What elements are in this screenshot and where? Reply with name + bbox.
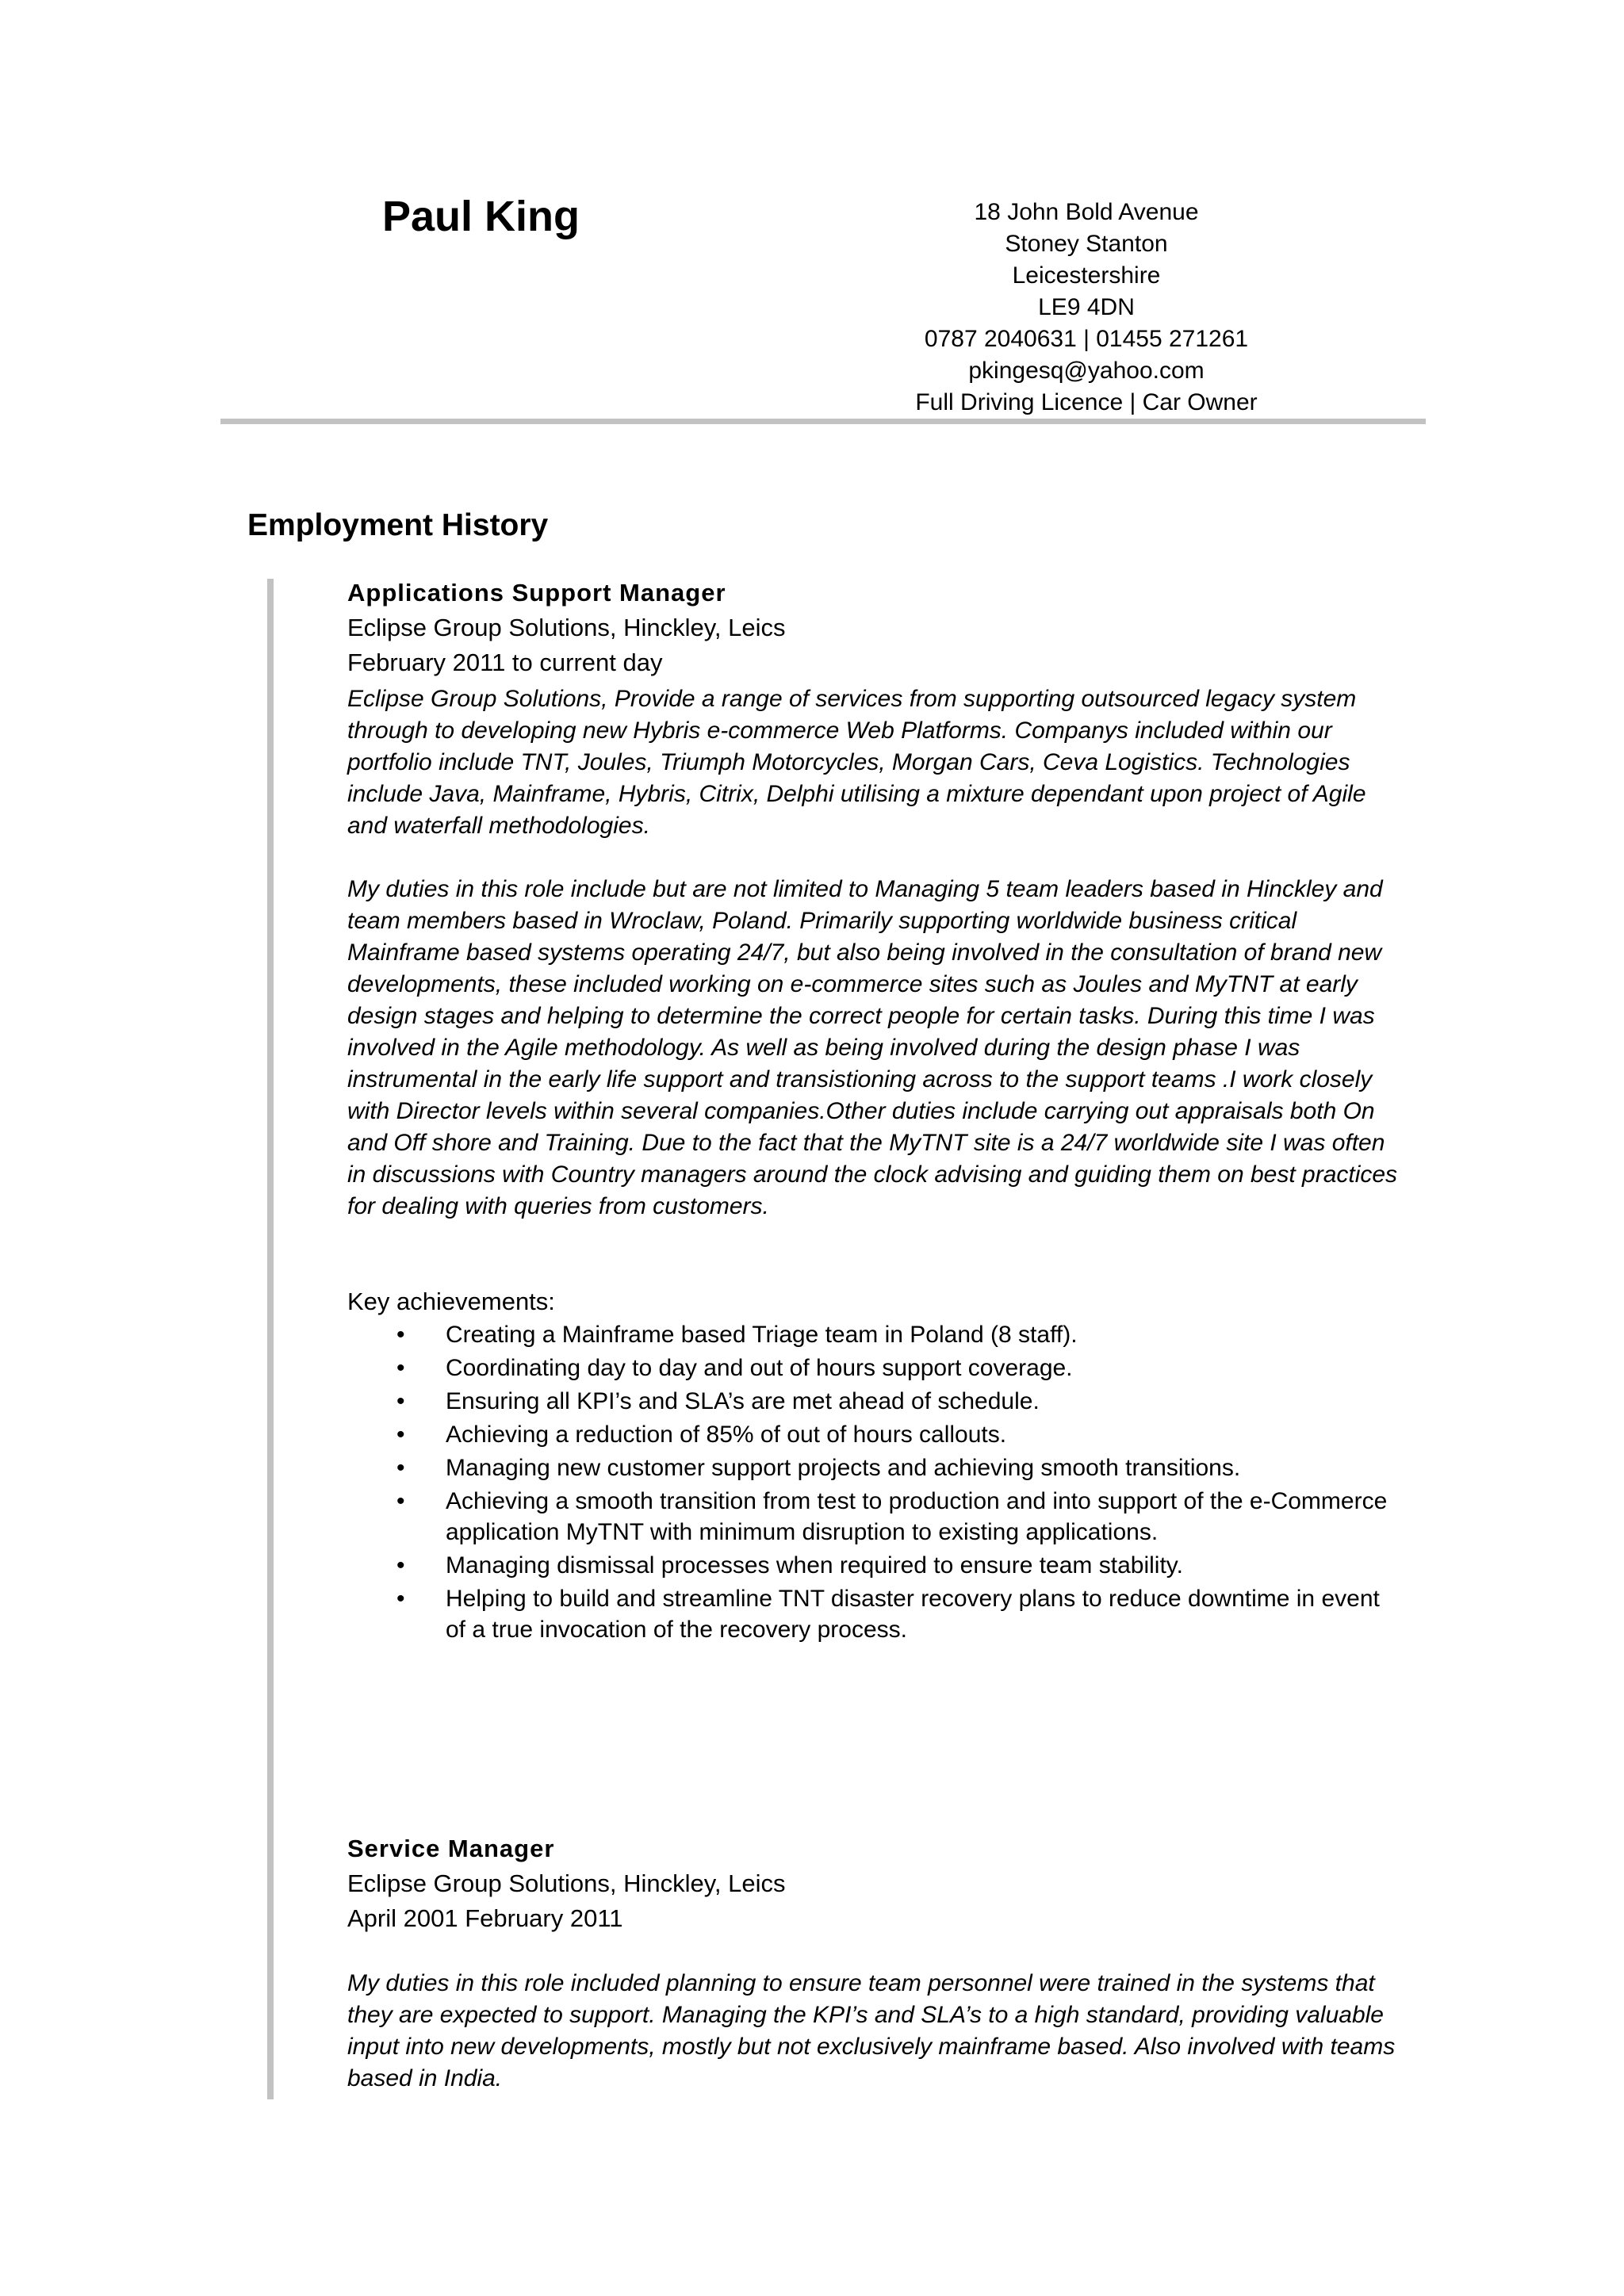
list-item	[347, 1452, 1402, 1483]
achievement-text: Coordinating day to day and out of hours support coverage.	[446, 1355, 1073, 1381]
job-company: Eclipse Group Solutions, Hinckley, Leics	[347, 1869, 786, 1897]
list-item	[347, 1386, 1402, 1417]
job-dates: February 2011 to current day	[347, 649, 663, 676]
list-item	[347, 1583, 1402, 1645]
email-address: pkingesq@yahoo.com	[968, 358, 1205, 384]
bullet-icon: •	[396, 1355, 405, 1381]
bullet-icon: •	[396, 1422, 405, 1448]
list-item	[347, 1353, 1402, 1383]
section-side-bar	[267, 579, 274, 2099]
list-item	[347, 1319, 1402, 1350]
list-item	[347, 1486, 1402, 1548]
bullet-icon: •	[396, 1552, 405, 1578]
job-description: Eclipse Group Solutions, Provide a range of services from supporting outsourced legacy system through to developing new Hybris e-commerce Web Platforms. Companys included within our portfolio include TNT, Joules, Triumph Motorcycles, Morgan Cars, Ceva Logistics. Technologies include Java, Mainframe, Hybris, Citrix, Delphi utilising a mixture dependant upon project of Agile and waterfall methodologies.	[347, 686, 1366, 839]
job-company: Eclipse Group Solutions, Hinckley, Leics	[347, 614, 786, 641]
job-dates: April 2001 February 2011	[347, 1904, 623, 1932]
licence-info: Full Driving Licence | Car Owner	[915, 389, 1258, 415]
job-duties: My duties in this role include but are not limited to Managing 5 team leaders based in Hinckley and team members based in Wroclaw, Poland. Primarily supporting worldwide business critical Mainframe based systems operating 24/7, but also being involved in the consultation of brand new developments, these included working on e-commerce sites such as Joules and MyTNT at early design stages and helping to determine the correct people for certain tasks. During this time I was involved in the Agile methodology. As well as being involved during the design phase I was instrumental in the early life support and transistioning across to the support teams .I work closely with Director levels within several companies.Other duties include carrying out appraisals both On and Off shore and Training. Due to the fact that the MyTNT site is a 24/7 worldwide site I was often in discussions with Country managers around the clock advising and guiding them on best practices for dealing with queries from customers.	[347, 876, 1398, 1219]
phone-numbers: 0787 2040631 | 01455 271261	[924, 326, 1249, 352]
address-line-1: 18 John Bold Avenue	[974, 199, 1199, 225]
achievement-text: Managing dismissal processes when required to ensure team stability.	[446, 1552, 1183, 1578]
candidate-name: Paul King	[382, 193, 580, 240]
achievement-text: Achieving a smooth transition from test to production and into support of the e-Commerce application MyTNT with minimum disruption to existing applications.	[446, 1488, 1388, 1545]
achievement-text: Managing new customer support projects and achieving smooth transitions.	[446, 1455, 1241, 1481]
bullet-icon: •	[396, 1455, 405, 1481]
list-item	[347, 1550, 1402, 1581]
contact-block	[848, 197, 1324, 419]
achievement-text: Ensuring all KPI’s and SLA’s are met ahead of schedule.	[446, 1388, 1040, 1414]
address-county: Leicestershire	[1012, 262, 1161, 289]
achievement-text: Helping to build and streamline TNT disaster recovery plans to reduce downtime in event of a true invocation of the recovery process.	[446, 1586, 1380, 1643]
job-entry	[347, 576, 1402, 1647]
address-postcode: LE9 4DN	[1038, 294, 1135, 320]
bullet-icon: •	[396, 1388, 405, 1414]
bullet-icon: •	[396, 1488, 405, 1514]
bullet-icon: •	[396, 1322, 405, 1348]
achievement-text: Achieving a reduction of 85% of out of hours callouts.	[446, 1422, 1007, 1448]
address-line-2: Stoney Stanton	[1005, 231, 1168, 257]
bullet-icon: •	[396, 1586, 405, 1612]
achievements-list	[347, 1319, 1402, 1645]
key-achievements-title: Key achievements:	[347, 1288, 555, 1315]
job-title: Applications Support Manager	[347, 579, 726, 607]
section-title: Employment History	[247, 508, 549, 542]
job-title: Service Manager	[347, 1835, 555, 1862]
achievement-text: Creating a Mainframe based Triage team in Poland (8 staff).	[446, 1322, 1078, 1348]
header-divider	[220, 419, 1426, 424]
job-duties: My duties in this role included planning to ensure team personnel were trained in the systems that they are expected to support. Managing the KPI’s and SLA’s to a high standard, providing valuable input into new developments, mostly but not exclusively mainframe based. Also involved with teams based in India.	[347, 1970, 1396, 2091]
list-item	[347, 1419, 1402, 1450]
job-entry	[347, 1831, 1402, 2095]
